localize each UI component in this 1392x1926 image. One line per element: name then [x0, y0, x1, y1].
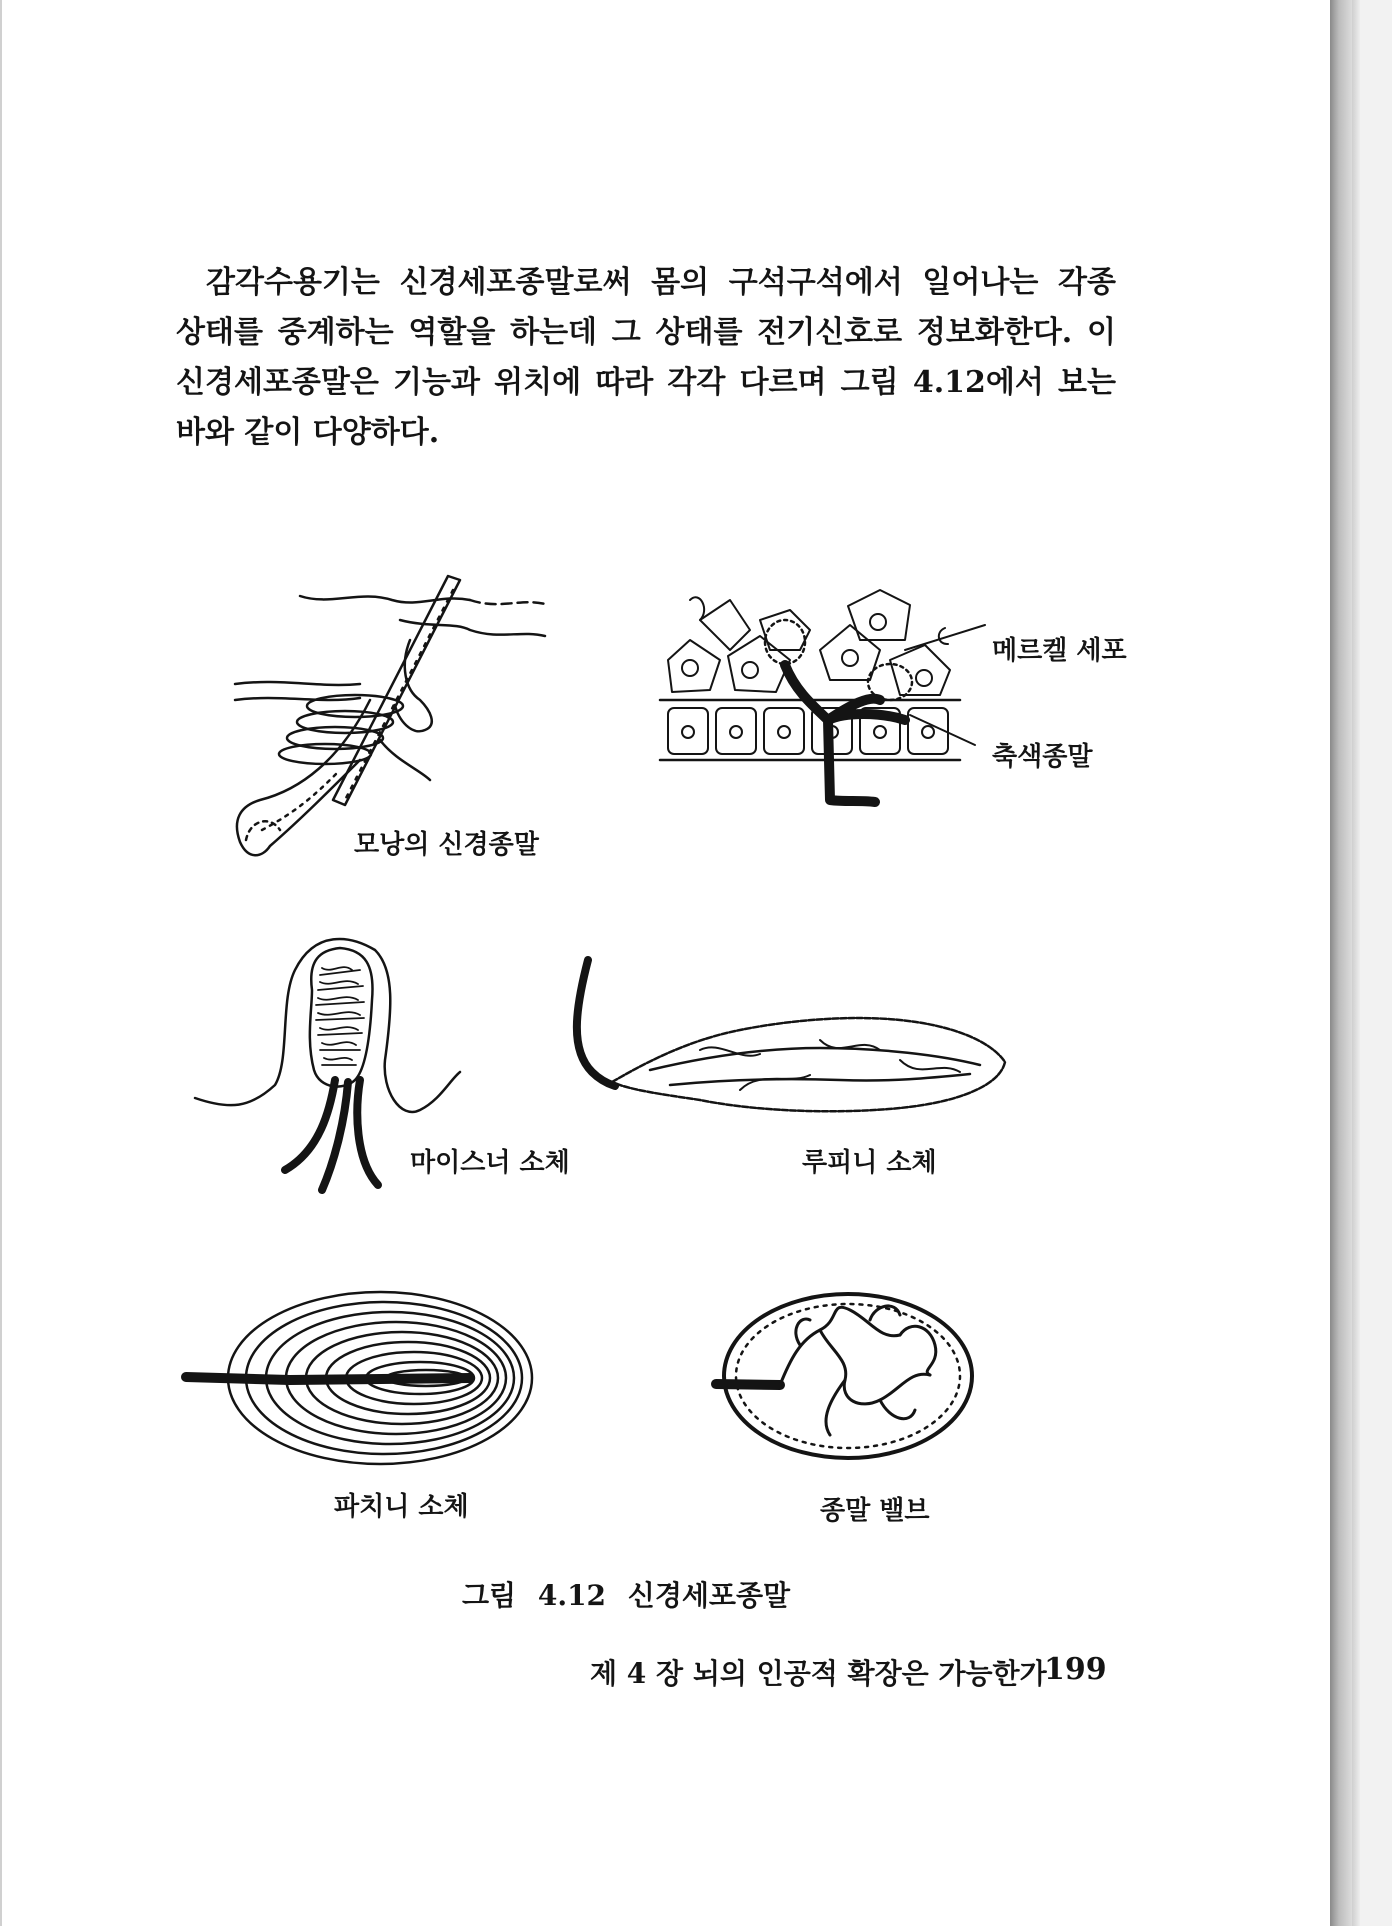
label-meissner: 마이스너 소체 — [410, 1148, 570, 1178]
page-number: 199 — [1044, 1652, 1107, 1687]
merkel-cell-illustration — [660, 590, 985, 802]
label-axon-terminal: 축색종말 — [992, 742, 1093, 772]
page-stack-edge — [1330, 0, 1352, 1926]
page-stack-shadow — [1352, 0, 1360, 1926]
label-pacinian: 파치니 소체 — [334, 1492, 469, 1522]
label-hair-follicle: 모낭의 신경종말 — [354, 830, 539, 860]
hair-follicle-illustration — [235, 576, 545, 855]
label-merkel-cell: 메르켈 세포 — [992, 636, 1127, 666]
end-bulb-illustration — [716, 1294, 972, 1458]
body-line-1: 감각수용기는 신경세포종말로써 몸의 구석구석에서 일어나는 각종 — [206, 265, 1116, 300]
label-end-bulb: 종말 밸브 — [820, 1496, 930, 1526]
pacinian-corpuscle-illustration — [186, 1292, 532, 1464]
label-ruffini: 루피니 소체 — [802, 1148, 937, 1178]
figure-caption: 그림 4.12 신경세포종말 — [462, 1579, 791, 1612]
running-footer: 제 4 장 뇌의 인공적 확장은 가능한가 — [590, 1657, 1047, 1690]
ruffini-corpuscle-illustration — [577, 960, 1005, 1111]
body-line-3: 신경세포종말은 기능과 위치에 따라 각각 다르며 그림 4.12에서 보는 — [176, 365, 1116, 400]
body-line-4: 바와 같이 다양하다. — [176, 415, 440, 450]
body-line-2: 상태를 중계하는 역할을 하는데 그 상태를 전기신호로 정보화한다. 이 — [176, 315, 1116, 350]
